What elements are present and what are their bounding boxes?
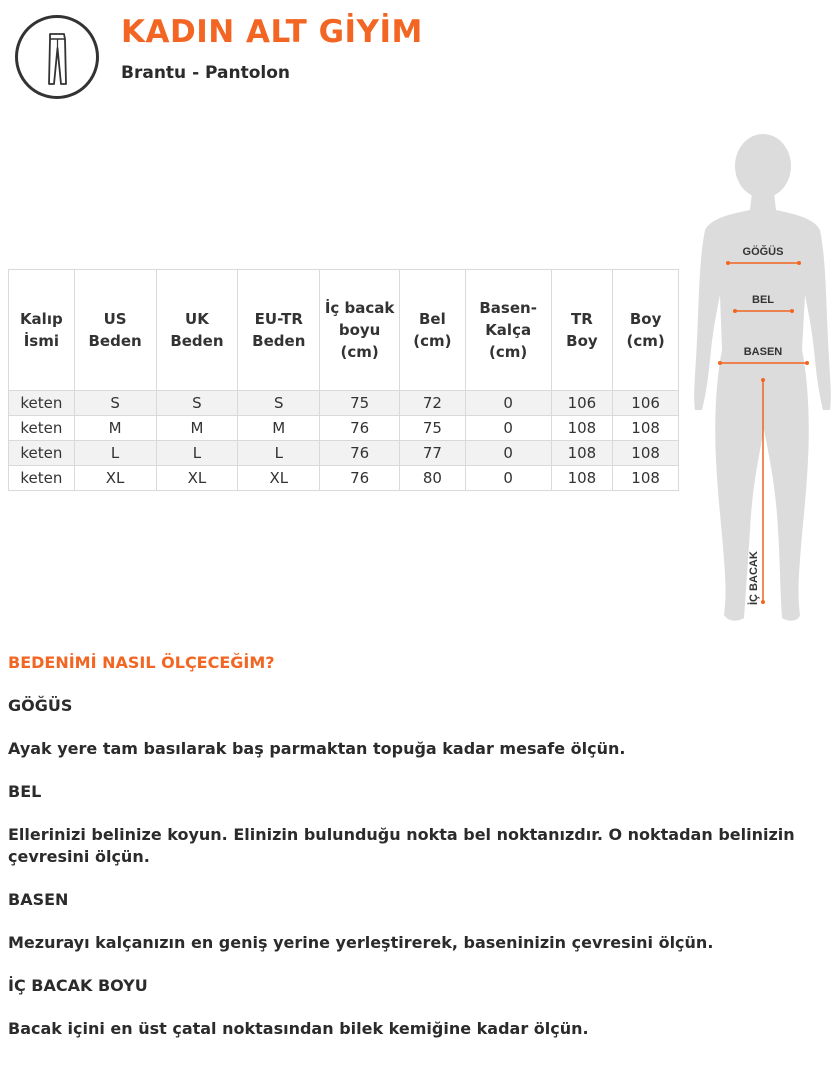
table-cell: 76	[320, 466, 400, 491]
table-cell: 106	[613, 391, 679, 416]
measure-point	[797, 261, 801, 265]
waist-label: BEL	[752, 294, 774, 306]
table-row	[9, 466, 679, 491]
size-table	[8, 269, 679, 491]
measure-point	[761, 378, 765, 382]
measure-point	[761, 600, 765, 604]
table-cell: L	[74, 441, 156, 466]
table-cell: L	[238, 441, 320, 466]
guide-section-text: Ellerinizi belinize koyun. Elinizin bulunduğu nokta bel noktanızdır. O noktadan belinizin çevresini ölçün.	[8, 825, 795, 866]
table-cell: 106	[551, 391, 613, 416]
table-cell: XL	[238, 466, 320, 491]
table-cell: 108	[551, 466, 613, 491]
guide-section-text: Mezurayı kalçanızın en geniş yerine yerleştirerek, baseninizin çevresini ölçün.	[8, 933, 714, 952]
table-cell: XL	[74, 466, 156, 491]
measure-point	[790, 309, 794, 313]
column-header: Bel (cm)	[400, 270, 466, 391]
guide-section-title: BEL	[8, 782, 42, 801]
column-header: İç bacak boyu (cm)	[320, 270, 400, 391]
column-header: TR Boy	[551, 270, 613, 391]
column-header: Boy (cm)	[613, 270, 679, 391]
body-measurement-figure	[690, 130, 835, 630]
hip-label: BASEN	[743, 346, 783, 358]
guide-section-title: İÇ BACAK BOYU	[8, 976, 148, 995]
column-header: Basen-Kalça (cm)	[465, 270, 551, 391]
inseam-label: İÇ BACAK	[748, 551, 760, 605]
guide-heading: BEDENİMİ NASIL ÖLÇECEĞİM?	[8, 653, 275, 672]
table-cell: 76	[320, 441, 400, 466]
column-header: EU-TR Beden	[238, 270, 320, 391]
guide-section-text: Bacak içini en üst çatal noktasından bilek kemiğine kadar ölçün.	[8, 1019, 589, 1038]
table-cell: 0	[465, 441, 551, 466]
column-header: US Beden	[74, 270, 156, 391]
table-cell: XL	[156, 466, 238, 491]
table-cell: 108	[613, 441, 679, 466]
measure-point	[733, 309, 737, 313]
table-cell: 80	[400, 466, 466, 491]
column-header: UK Beden	[156, 270, 238, 391]
table-cell: keten	[9, 441, 75, 466]
table-cell: 75	[400, 416, 466, 441]
table-cell: M	[74, 416, 156, 441]
table-cell: keten	[9, 466, 75, 491]
table-cell: 108	[613, 416, 679, 441]
table-cell: 0	[465, 391, 551, 416]
table-row	[9, 416, 679, 441]
measurement-guide	[8, 652, 808, 1040]
page-subtitle: Brantu - Pantolon	[121, 63, 291, 83]
table-cell: 72	[400, 391, 466, 416]
guide-section-title: GÖĞÜS	[8, 696, 73, 715]
page-title: KADIN ALT GİYİM	[121, 14, 423, 50]
table-row	[9, 391, 679, 416]
measure-point	[805, 361, 809, 365]
table-cell: keten	[9, 416, 75, 441]
table-row	[9, 441, 679, 466]
table-cell: 108	[551, 416, 613, 441]
chest-label: GÖĞÜS	[742, 246, 784, 258]
guide-section-text: Ayak yere tam basılarak baş parmaktan topuğa kadar mesafe ölçün.	[8, 739, 626, 758]
table-cell: 0	[465, 466, 551, 491]
table-cell: 0	[465, 416, 551, 441]
table-header-row	[9, 270, 679, 391]
table-cell: 76	[320, 416, 400, 441]
table-cell: S	[156, 391, 238, 416]
table-cell: M	[238, 416, 320, 441]
table-cell: 108	[551, 441, 613, 466]
table-cell: S	[74, 391, 156, 416]
guide-section-title: BASEN	[8, 890, 69, 909]
table-cell: L	[156, 441, 238, 466]
table-cell: 108	[613, 466, 679, 491]
measure-point	[726, 261, 730, 265]
measure-point	[718, 361, 722, 365]
table-cell: M	[156, 416, 238, 441]
table-cell: 75	[320, 391, 400, 416]
table-cell: S	[238, 391, 320, 416]
table-cell: keten	[9, 391, 75, 416]
column-header: Kalıp İsmi	[9, 270, 75, 391]
table-cell: 77	[400, 441, 466, 466]
pants-icon	[15, 15, 99, 99]
